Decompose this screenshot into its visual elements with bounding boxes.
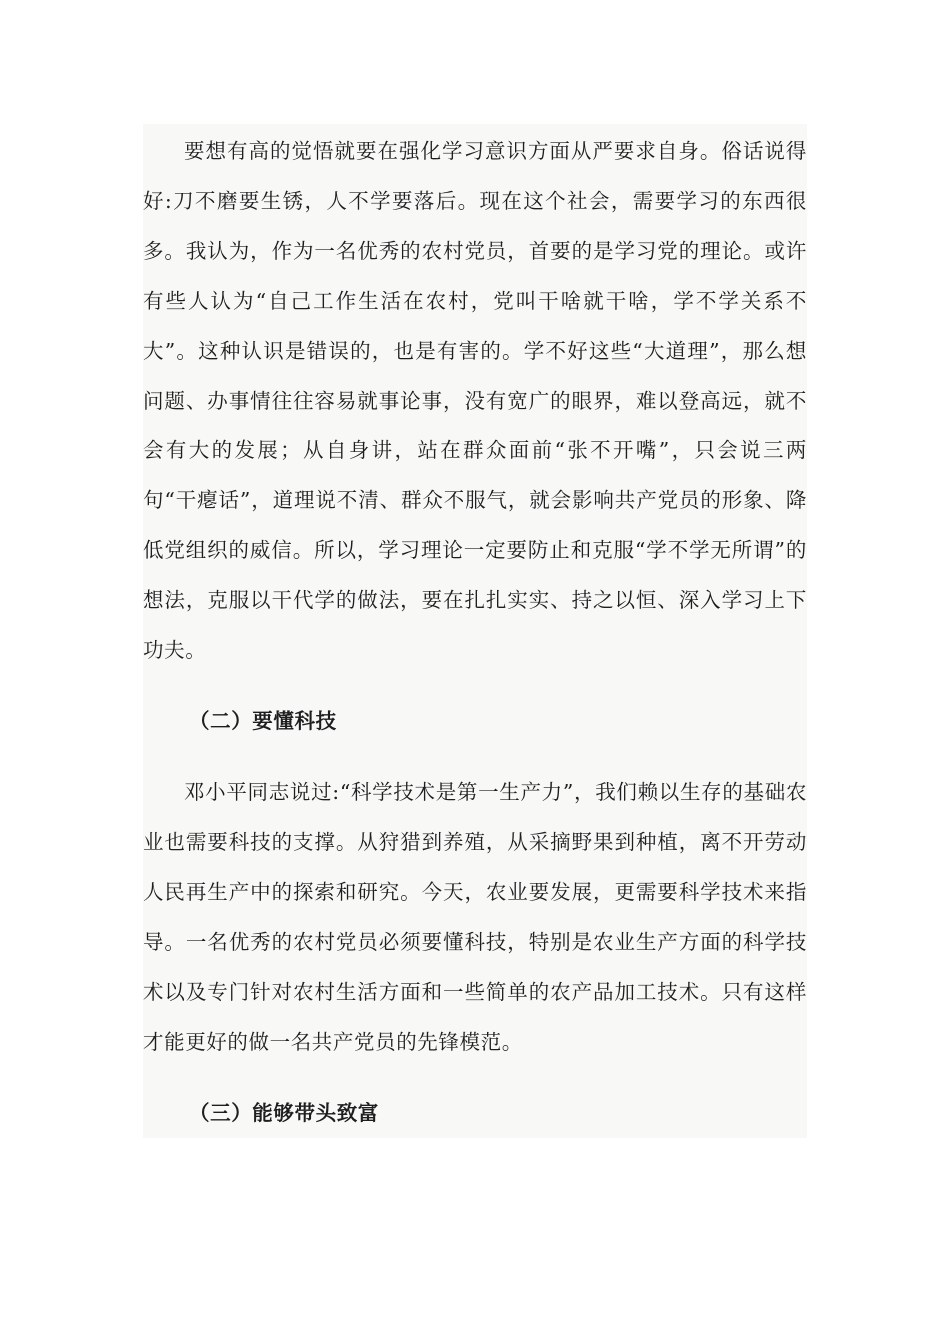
paragraph-technology: 邓小平同志说过:“科学技术是第一生产力”，我们赖以生存的基础农业也需要科技的支撑。从狩猎到养殖，从采摘野果到种植，离不开劳动人民再生产中的探索和研究。今天，农业要发展，更需要科学技术来指导。一名优秀的农村党员必须要懂科技，特别是农业生产方面的科学技术以及专门针对农村生活方面和一些简单的农产品加工技术。只有这样才能更好的做一名共产党员的先锋模范。 [143,780,807,1054]
section-heading-prosperity: （三）能够带头致富 [189,1101,379,1125]
section-heading-technology: （二）要懂科技 [189,709,337,733]
paragraph-learning: 要想有高的觉悟就要在强化学习意识方面从严要求自身。俗话说得好:刀不磨要生锈，人不学要落后。现在这个社会，需要学习的东西很多。我认为，作为一名优秀的农村党员，首要的是学习党的理论。或许有些人认为“自己工作生活在农村，党叫干啥就干啥，学不学关系不大”。这种认识是错误的，也是有害的。学不好这些“大道理”，那么想问题、办事情往往容易就事论事，没有宽广的眼界，难以登高远，就不会有大的发展；从自身讲，站在群众面前“张不开嘴”，只会说三两句“干瘪话”，道理说不清、群众不服气，就会影响共产党员的形象、降低党组织的威信。所以，学习理论一定要防止和克服“学不学无所谓”的想法，克服以干代学的做法，要在扎扎实实、持之以恒、深入学习上下功夫。 [143,139,807,663]
